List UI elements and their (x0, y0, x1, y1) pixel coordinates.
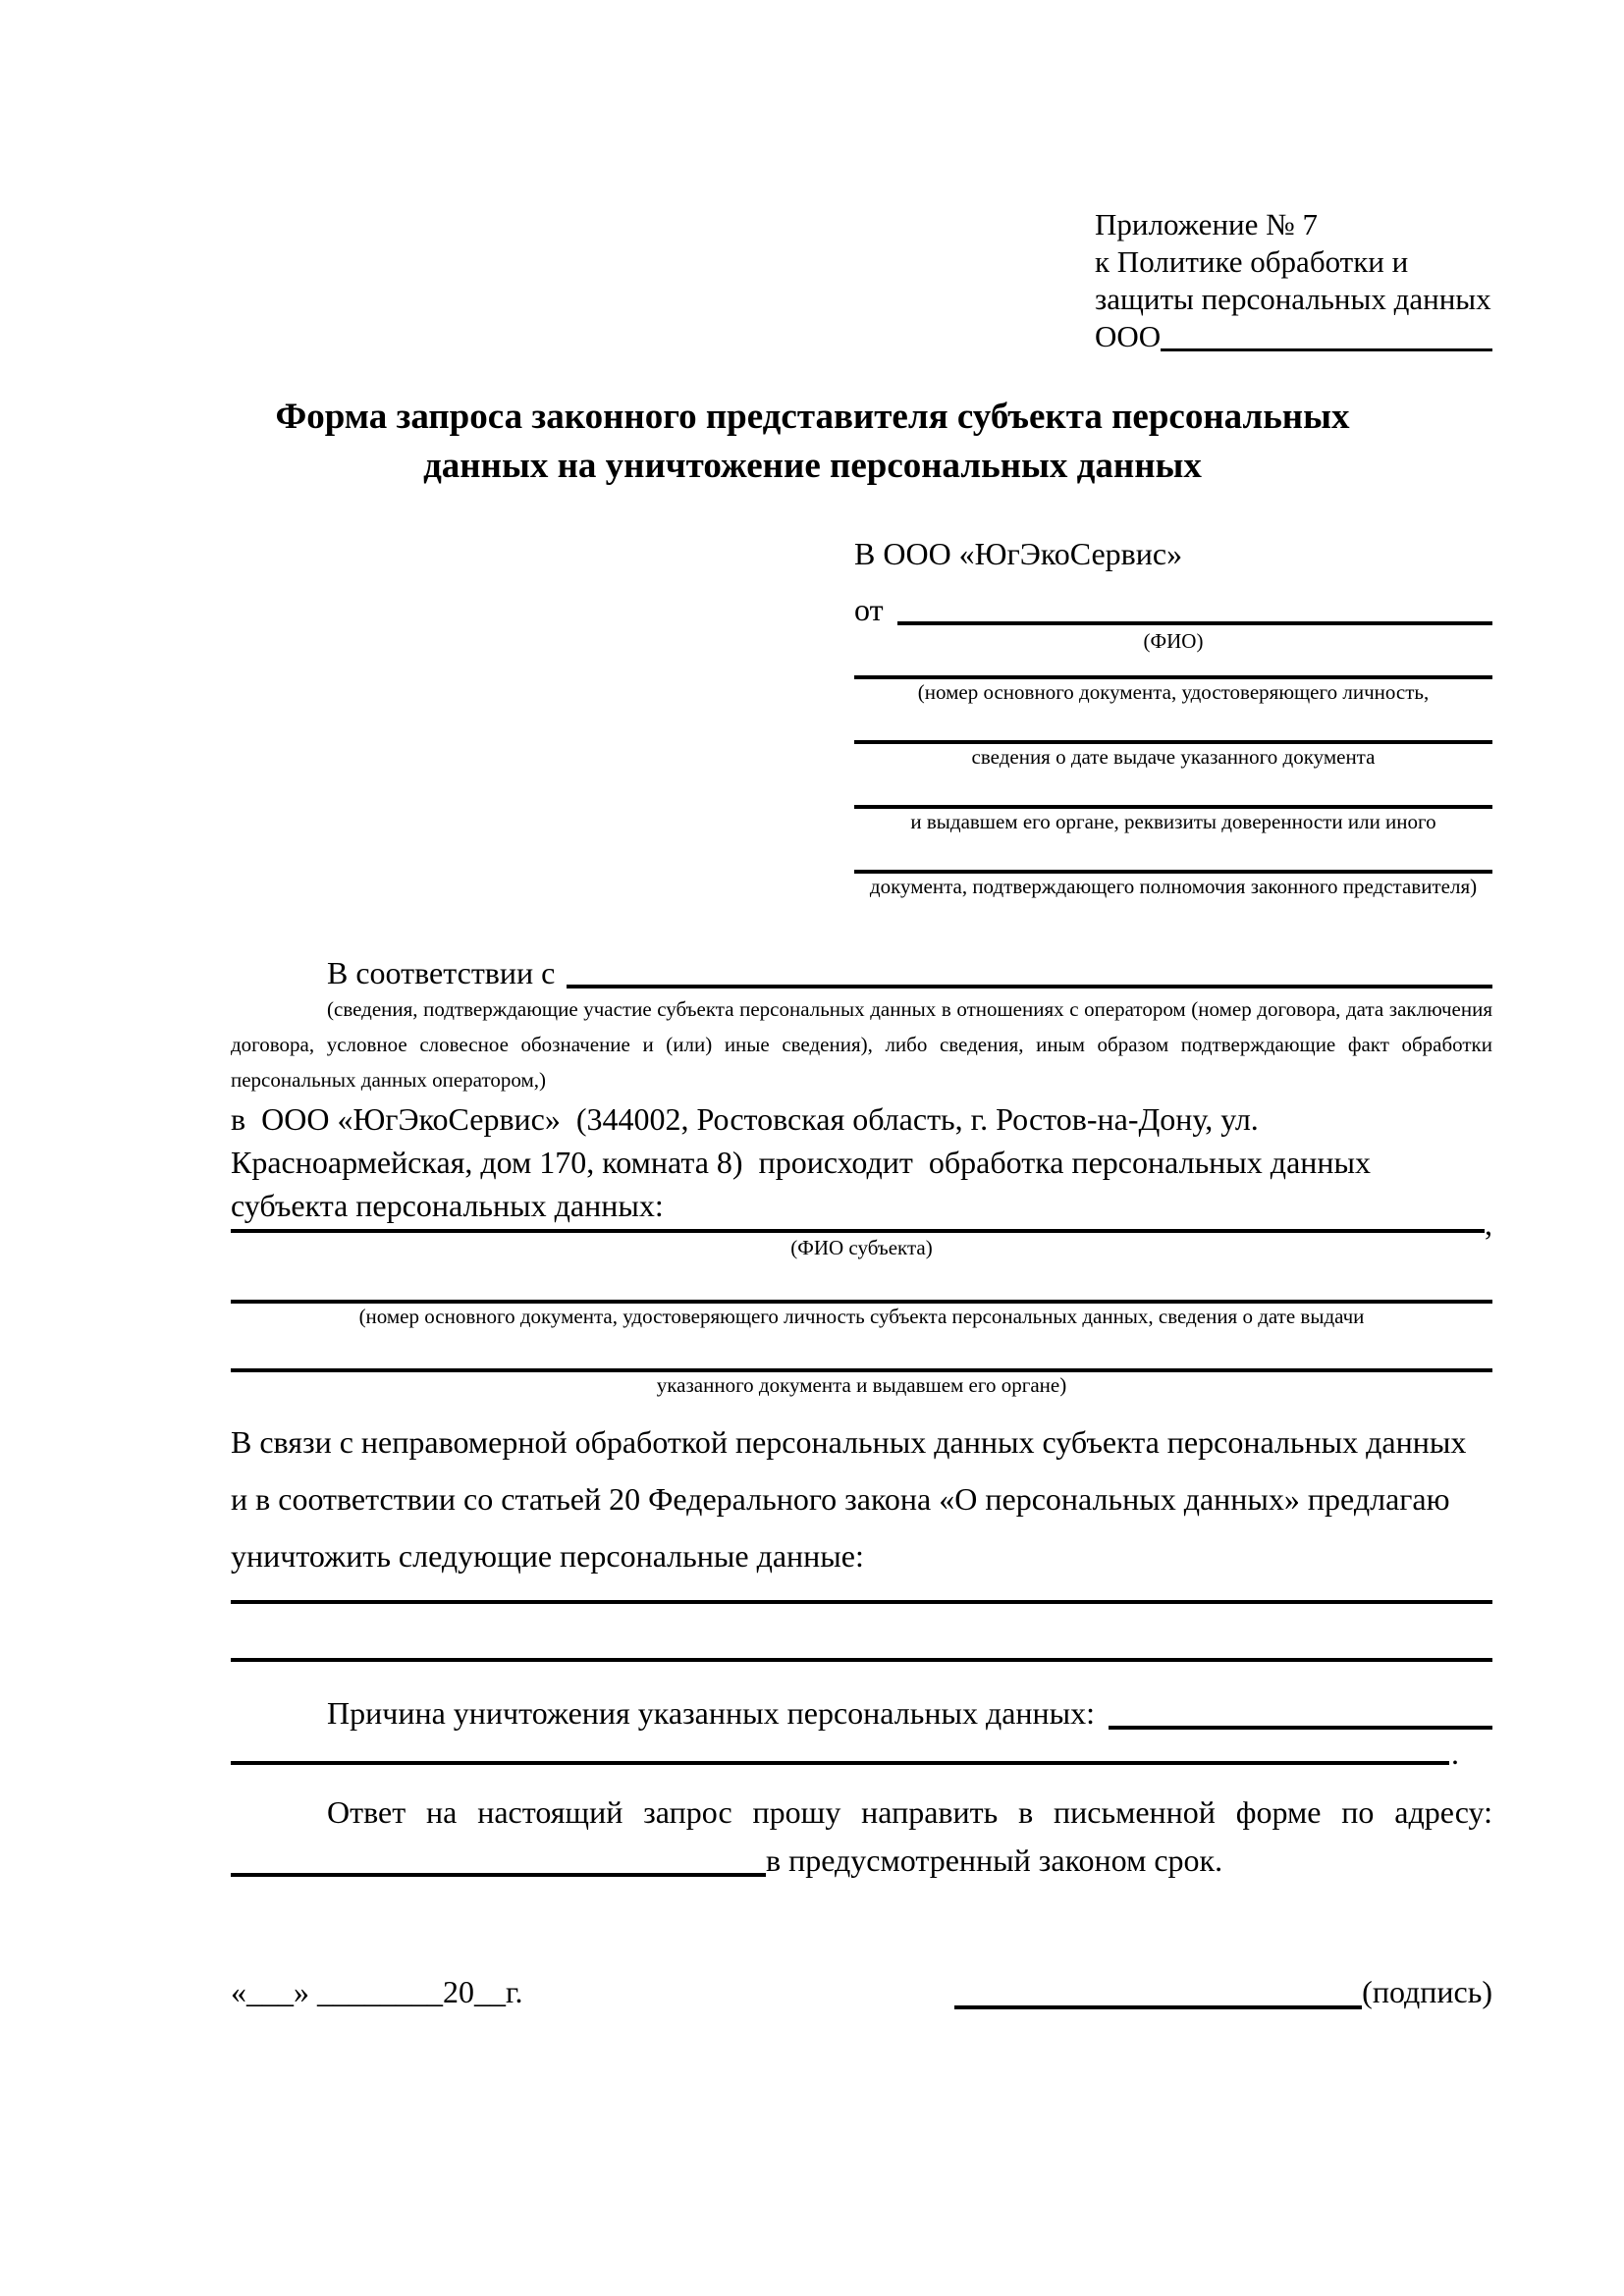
operator-paragraph-line-1: в ООО «ЮгЭкоСервис» (344002, Ростовская область, г. Ростов-на-Дону, ул. (231, 1101, 1259, 1137)
doc-caption-2: сведения о дате выдаче указанного документа (971, 745, 1376, 769)
signature-block (954, 1970, 1492, 2014)
signature-blank-line (954, 2005, 1362, 2009)
accordance-row (231, 950, 1492, 991)
to-organization-line: В ООО «ЮгЭкоСервис» (854, 536, 1183, 571)
request-paragraph-line-2: и в соответствии со статьей 20 Федерального закона «О персональных данных» предлагаю (231, 1481, 1450, 1517)
date-line: «___» ________20__г. (231, 1974, 523, 2009)
subject-fio-caption: (ФИО субъекта) (790, 1236, 933, 1259)
representative-doc-blank-line-2 (854, 705, 1492, 744)
reason-label: Причина уничтожения указанных персональных данных: (327, 1695, 1096, 1731)
request-paragraph (231, 1414, 1492, 1584)
form-title-line-1: Форма запроса законного представителя субъекта персональных (275, 397, 1350, 437)
representative-doc-blank-line-3 (854, 770, 1492, 809)
reason-row (231, 1670, 1492, 1733)
subject-doc-caption-1: (номер основного документа, удостоверяющего личность субъекта персональных данных, сведения о дате выдачи (358, 1305, 1365, 1328)
representative-doc-blank-line-4 (854, 834, 1492, 874)
accordance-blank-line (567, 985, 1492, 988)
appendix-line-1: Приложение № 7 (1095, 207, 1318, 241)
reply-address-blank-line (231, 1873, 766, 1877)
form-title-line-2: данных на уничтожение персональных данных (423, 446, 1202, 486)
request-paragraph-line-1: В связи с неправомерной обработкой персональных данных субъекта персональных данных (231, 1424, 1467, 1460)
accordance-label: В соответствии с (327, 955, 556, 990)
company-name-blank-line (1161, 348, 1492, 351)
appendix-company-row (1095, 318, 1492, 355)
operator-paragraph-line-2: Красноармейская, дом 170, комната 8) происходит обработка персональных данных (231, 1145, 1372, 1180)
representative-doc-blank-line-1 (854, 654, 1492, 679)
reply-address-row (231, 1841, 1492, 1880)
personal-data-blank-line-2 (231, 1604, 1492, 1662)
subject-fio-comma: , (1485, 1206, 1492, 1242)
appendix-line-2: к Политике обработки и (1095, 244, 1409, 279)
subject-fio-blank-line (231, 1229, 1485, 1233)
representative-fio-blank-line (897, 621, 1492, 625)
doc-caption-1: (номер основного документа, удостоверяющего личность, (917, 680, 1430, 704)
operator-paragraph-line-3: субъекта персональных данных: (231, 1188, 664, 1223)
addressee-block (854, 534, 1492, 899)
accordance-footnote: (сведения, подтверждающие участие субъекта персональных данных в отношениях с оператором (номер договора, дата заключения договора, условное словесное обозначение и (или) иные сведения), либо сведения, иным образом подтверждающие факт обработки персональных данных оператором,) (231, 997, 1492, 1092)
subject-doc-blank-line-2 (231, 1329, 1492, 1372)
reason-blank-line (1109, 1726, 1492, 1730)
subject-doc-blank-line-1 (231, 1260, 1492, 1304)
form-title (231, 393, 1394, 491)
footer-row (231, 1970, 1492, 2014)
subject-fio-row (231, 1206, 1492, 1242)
from-row (854, 583, 1492, 628)
signature-caption: (подпись) (1362, 1974, 1492, 2009)
request-paragraph-line-3: уничтожить следующие персональные данные: (231, 1538, 864, 1574)
doc-caption-3: и выдавшем его органе, реквизиты доверенности или иного (910, 810, 1436, 833)
personal-data-blank-line-1 (231, 1584, 1492, 1604)
doc-caption-4: документа, подтверждающего полномочия законного представителя) (869, 875, 1478, 898)
subject-doc-caption-2: указанного документа и выдавшем его органе) (656, 1373, 1067, 1397)
reply-paragraph: Ответ на настоящий запрос прошу направить в письменной форме по адресу: (327, 1794, 1492, 1830)
appendix-note (1095, 206, 1492, 355)
reason-continuation-row (231, 1733, 1492, 1771)
reason-continuation-blank-line (231, 1761, 1449, 1765)
fio-caption: (ФИО) (1143, 629, 1204, 653)
reason-period: . (1451, 1735, 1459, 1771)
from-label: от (854, 592, 884, 627)
reply-suffix: в предусмотренный законом срок. (766, 1842, 1223, 1878)
company-prefix-label: ООО (1095, 319, 1162, 353)
operator-paragraph (231, 1097, 1492, 1227)
appendix-line-3: защиты персональных данных (1095, 282, 1491, 316)
